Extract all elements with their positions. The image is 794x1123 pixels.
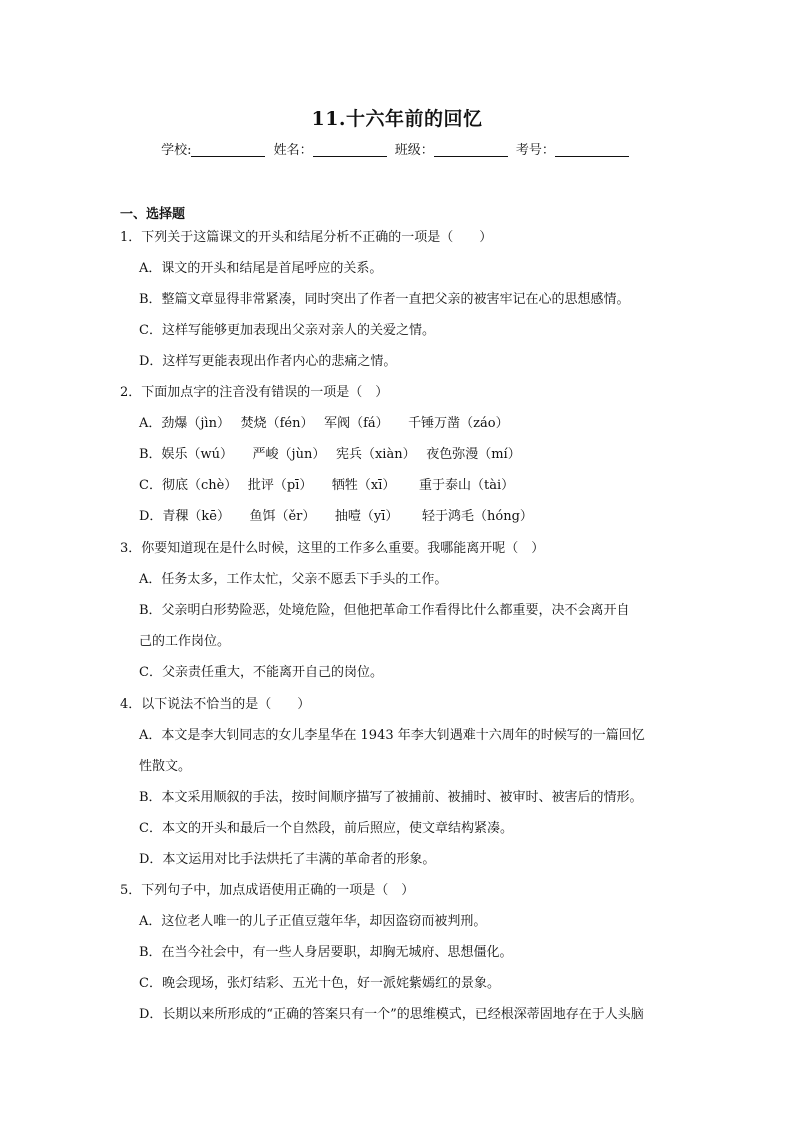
- option-line: C．本文的开头和最后一个自然段，前后照应，使文章结构紧凑。: [139, 821, 513, 836]
- student-info-row: [0, 139, 794, 158]
- option-line: D．青稞（kē） 鱼饵（ěr） 抽噎（yī） 轻于鸿毛（hóng）: [139, 509, 533, 524]
- option-line: B．本文采用顺叙的手法，按时间顺序描写了被捕前、被捕时、被审时、被害后的情形。: [139, 790, 643, 805]
- option-line: A．劲爆（jìn） 焚烧（fén） 军阀（fá） 千锤万凿（záo）: [139, 416, 509, 431]
- option-line: B．在当今社会中，有一些人身居要职，却胸无城府、思想僵化。: [139, 945, 513, 960]
- option-line: C．父亲责任重大，不能离开自己的岗位。: [139, 665, 383, 680]
- option-line: 性散文。: [139, 759, 192, 774]
- option-line: A．这位老人唯一的儿子正值豆蔻年华，却因盗窃而被判刑。: [139, 914, 487, 929]
- option-line: C．晚会现场，张灯结彩、五光十色，好一派姹紫嫣红的景象。: [139, 976, 500, 991]
- page-title: 11.十六年前的回忆: [311, 108, 483, 130]
- option-line: C．彻底（chè） 批评（pī） 牺牲（xī） 重于泰山（tài）: [139, 478, 515, 493]
- name-blank[interactable]: [313, 142, 387, 157]
- option-line: 己的工作岗位。: [139, 634, 231, 649]
- number-label: 考号：: [515, 143, 555, 158]
- option-line: B．娱乐（wú） 严峻（jùn） 宪兵（xiàn） 夜色弥漫（mí）: [139, 447, 521, 462]
- class-blank[interactable]: [434, 142, 508, 157]
- option-line: D．这样写更能表现出作者内心的悲痛之情。: [139, 354, 397, 369]
- option-line: B．整篇文章显得非常紧凑，同时突出了作者一直把父亲的被害牢记在心的思想感情。: [139, 292, 630, 307]
- question-stem: 4．以下说法不恰当的是（ ）: [120, 697, 311, 712]
- number-blank[interactable]: [555, 142, 629, 157]
- question-stem: 5．下列句子中，加点成语使用正确的一项是（ ）: [120, 883, 415, 898]
- option-line: B．父亲明白形势险恶，处境危险，但他把革命工作看得比什么都重要，决不会离开自: [139, 603, 630, 618]
- option-line: C．这样写能够更加表现出父亲对亲人的关爱之情。: [139, 323, 435, 338]
- option-line: A．本文是李大钊同志的女儿李星华在 1943 年李大钊遇难十六周年的时候写的一篇回忆: [139, 728, 645, 743]
- question-stem: 3．你要知道现在是什么时候，这里的工作多么重要。我哪能离开呢（ ）: [120, 541, 545, 556]
- question-stem: 2．下面加点字的注音没有错误的一项是（ ）: [120, 385, 389, 400]
- name-label: 姓名：: [273, 143, 313, 158]
- option-line: A．任务太多，工作太忙，父亲不愿丢下手头的工作。: [139, 572, 448, 587]
- question-stem: 1．下列关于这篇课文的开头和结尾分析不正确的一项是（ ）: [120, 230, 493, 245]
- class-label: 班级：: [394, 143, 434, 158]
- section-heading: 一、选择题: [120, 207, 186, 222]
- option-line: A．课文的开头和结尾是首尾呼应的关系。: [139, 261, 383, 276]
- option-line: D．本文运用对比手法烘托了丰满的革命者的形象。: [139, 852, 436, 867]
- option-line: D．长期以来所形成的“正确的答案只有一个”的思维模式，已经根深蒂固地存在于人头脑: [139, 1007, 644, 1022]
- school-label: 学校:: [161, 143, 192, 158]
- school-blank[interactable]: [191, 142, 265, 157]
